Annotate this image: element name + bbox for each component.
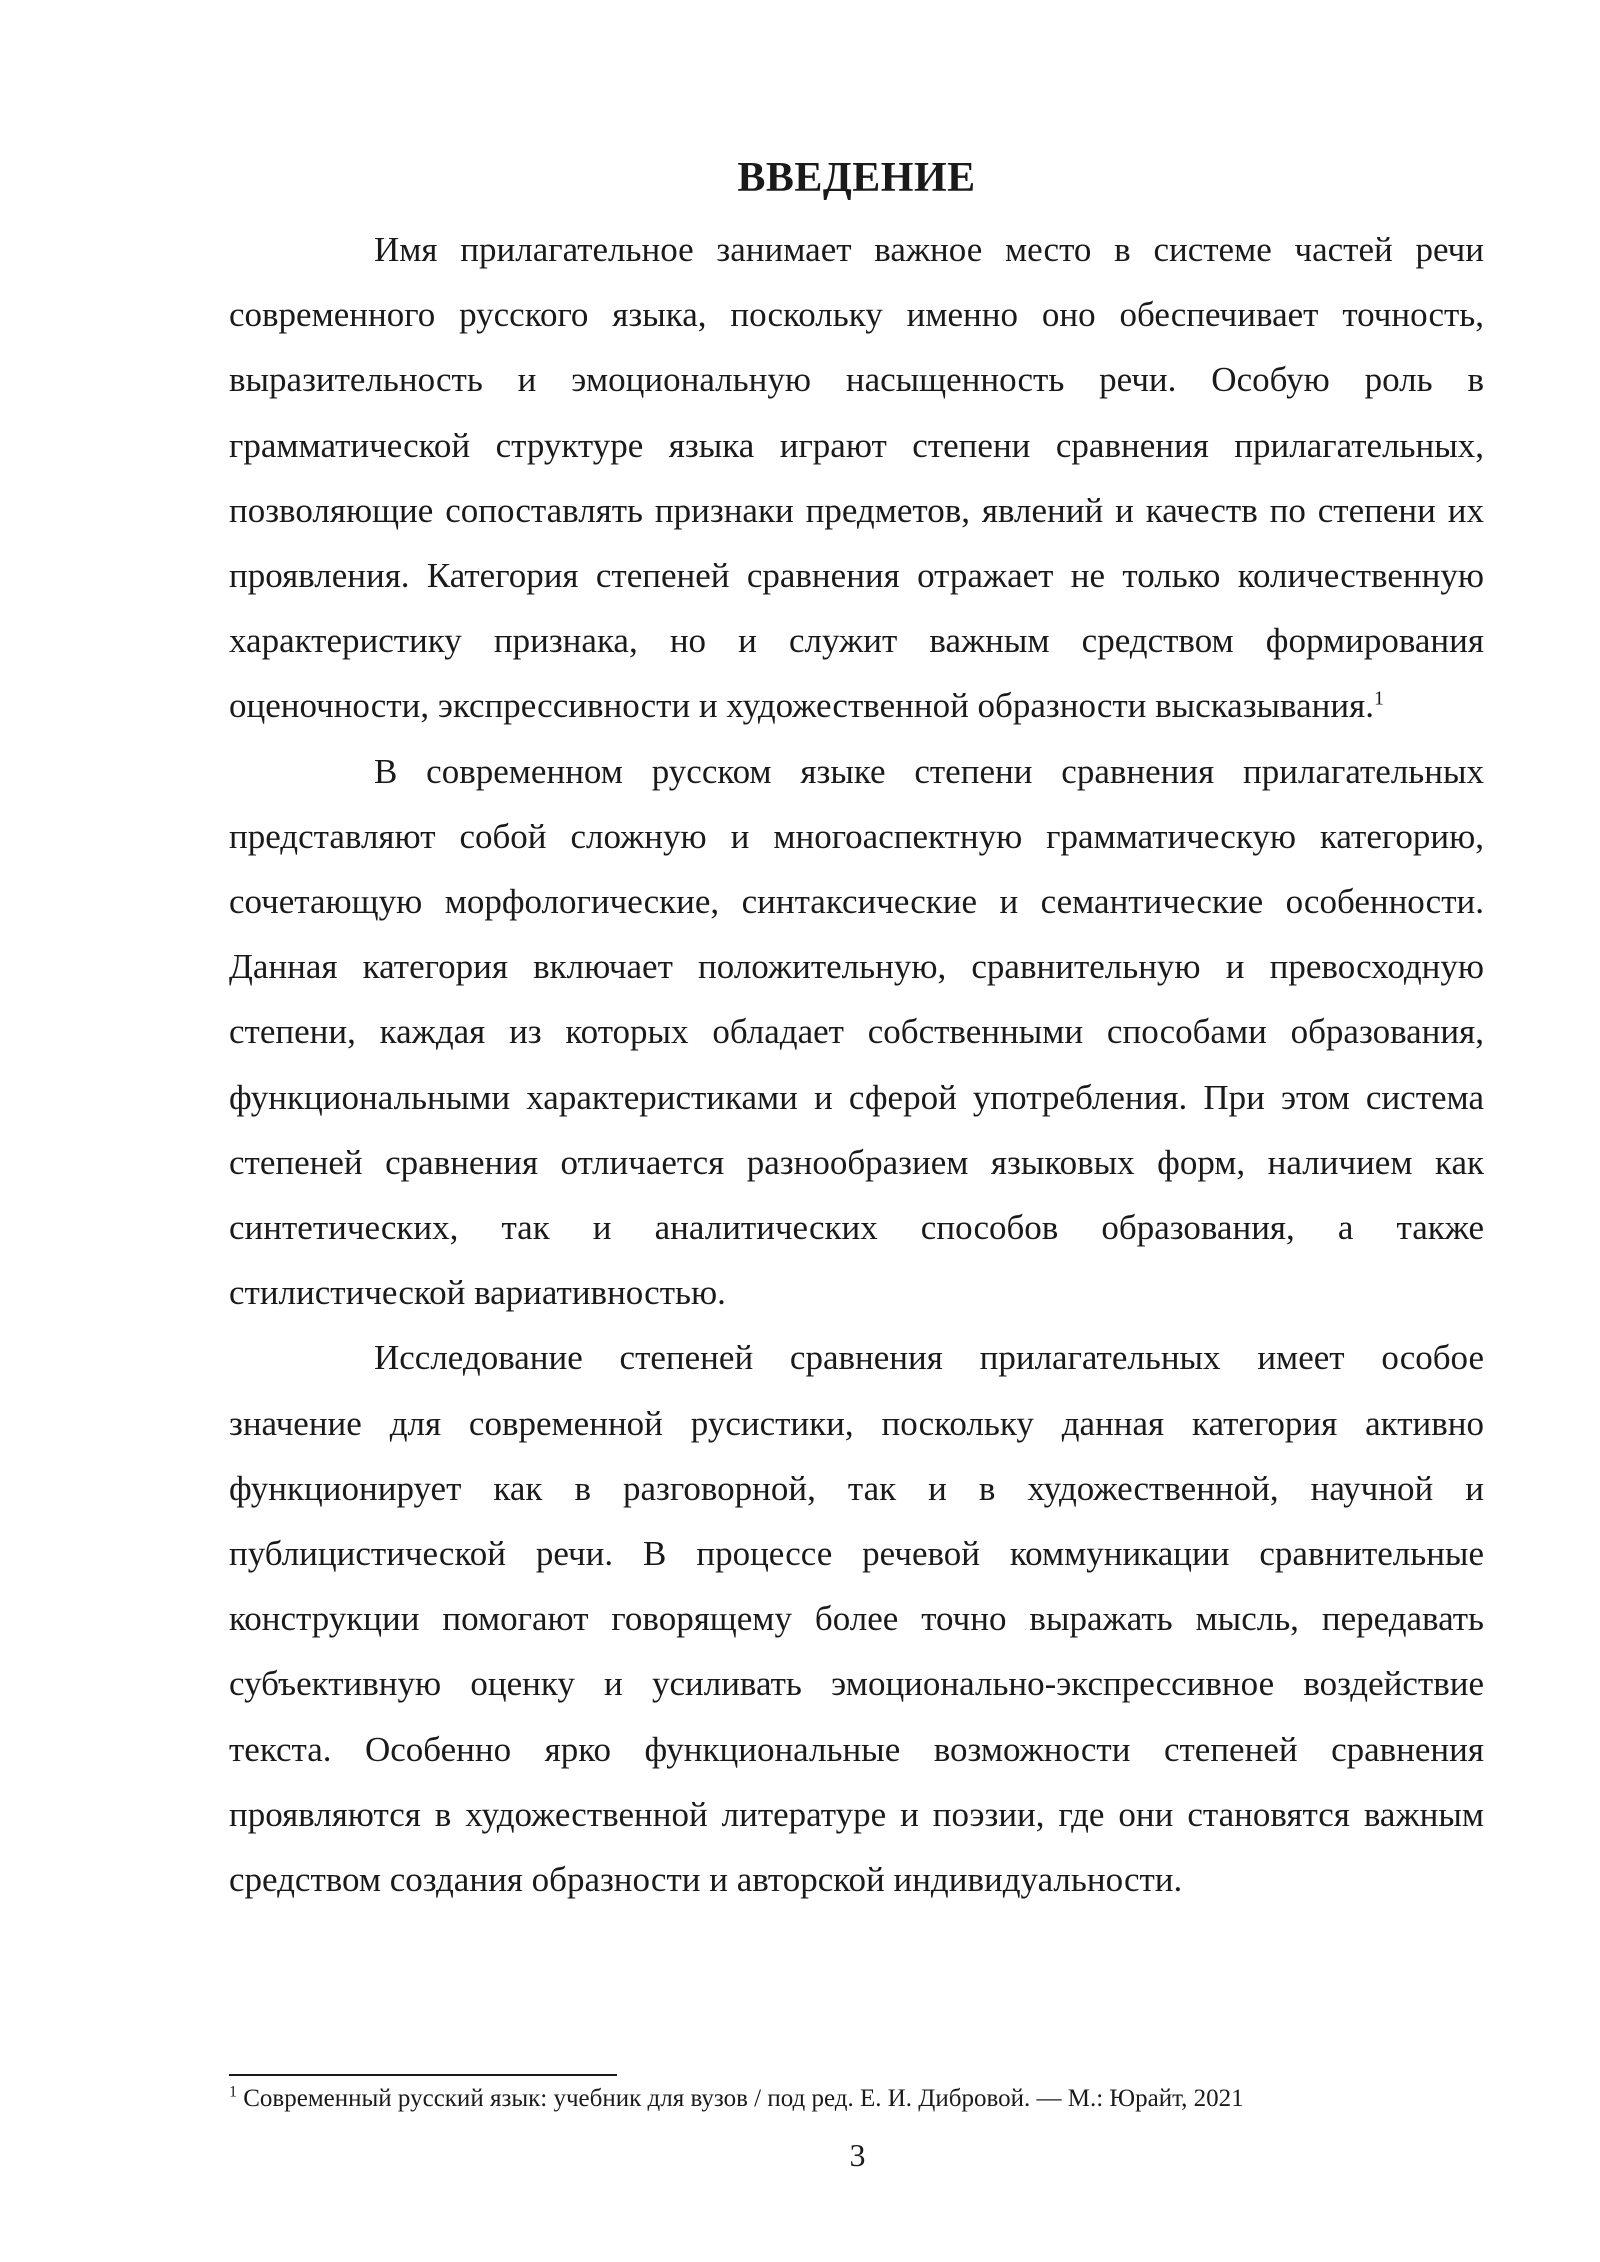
paragraph-2 bbox=[229, 739, 1484, 1326]
paragraph-1 bbox=[229, 217, 1484, 739]
footnote-divider bbox=[229, 2074, 617, 2076]
page-title: ВВЕДЕНИЕ bbox=[737, 155, 976, 201]
paragraph-2-text: В современном русском языке степени сравнения прилагательных представляют собой сложную и многоаспектную грамматическую категорию, сочетающую морфологические, синтаксические и семантические особенности. Данная категория включает положительную, сравнительную и превосходную степени, каждая из которых обладает собственными способами образования, функциональными характеристиками и сферой употребления. При этом система степеней сравнения отличается разнообразием языковых форм, наличием как синтетических, так и аналитических способов образования, а также стилистической вариативностью. bbox=[229, 751, 1484, 1313]
paragraph-1-text: Имя прилагательное занимает важное место в системе частей речи современного русского языка, поскольку именно оно обеспечивает точность, выразительность и эмоциональную насыщенность речи. Особую роль в грамматической структуре языка играют степени сравнения прилагательных, позволяющие сопоставлять признаки предметов, явлений и качеств по степени их проявления. Категория степеней сравнения отражает не только количественную характеристику признака, но и служит важным средством формирования оценочности, экспрессивности и художественной образности высказывания. bbox=[229, 230, 1484, 726]
page-number: 3 bbox=[849, 2137, 866, 2173]
paragraph-3-text: Исследование степеней сравнения прилагательных имеет особое значение для современной русистики, поскольку данная категория активно функционирует как в разговорной, так и в художественной, научной и публицистической речи. В процессе речевой коммуникации сравнительные конструкции помогают говорящему более точно выражать мысль, передавать субъективную оценку и усиливать эмоционально-экспрессивное воздействие текста. Особенно ярко функциональные возможности степеней сравнения проявляются в художественной литературе и поэзии, где они становятся важным средством создания образности и авторской индивидуальности. bbox=[229, 1338, 1484, 1900]
document-body bbox=[229, 217, 1484, 1912]
footnote-text: Современный русский язык: учебник для вузов / под ред. Е. И. Дибровой. — М.: Юрайт, 2021 bbox=[243, 2085, 1244, 2112]
footnote-marker: 1 bbox=[229, 2083, 237, 2101]
footnote-reference[interactable]: 1 bbox=[1373, 687, 1384, 710]
paragraph-3 bbox=[229, 1325, 1484, 1912]
footnote bbox=[229, 2080, 1484, 2118]
